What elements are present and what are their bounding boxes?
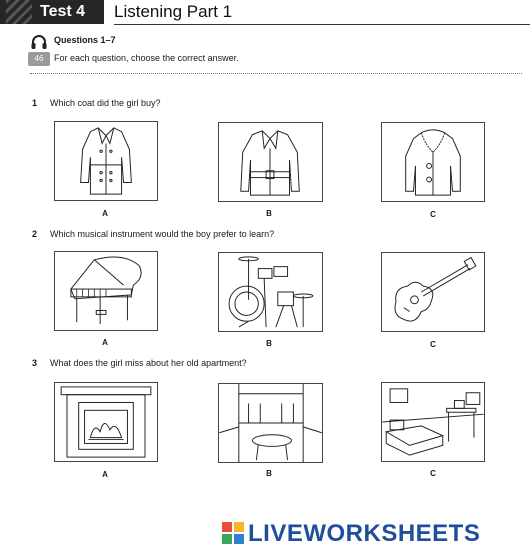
option-label: A [102, 209, 108, 218]
question-3 [32, 358, 247, 368]
option-3c-image[interactable] [381, 382, 485, 462]
questions-range: Questions 1–7 [54, 35, 116, 45]
option-1c-image[interactable] [381, 122, 485, 202]
option-2b-image[interactable] [218, 252, 323, 332]
header-underline [114, 24, 530, 25]
question-number: 3 [32, 358, 38, 368]
acoustic-guitar-icon [382, 253, 484, 331]
balcony-icon [219, 384, 322, 462]
question-text: What does the girl miss about her old apartment? [50, 358, 247, 368]
trench-coat-icon [55, 122, 157, 200]
liveworksheets-brand: LIVEWORKSHEETS [248, 520, 481, 547]
test-label: Test 4 [0, 0, 104, 24]
dotted-divider [30, 73, 522, 74]
option-label: B [266, 469, 272, 478]
part-title: Listening Part 1 [114, 2, 233, 21]
option-label: C [430, 469, 436, 478]
question-number: 2 [32, 229, 38, 239]
option-label: A [102, 470, 108, 479]
track-number-badge: 46 [28, 52, 50, 66]
option-2a-image[interactable] [54, 251, 158, 331]
instruction-text: For each question, choose the correct answer. [54, 53, 239, 63]
page-header [0, 0, 530, 30]
option-1b-image[interactable] [218, 122, 323, 202]
option-label: A [102, 338, 108, 347]
headphones-icon [30, 34, 48, 50]
option-2c-image[interactable] [381, 252, 485, 332]
option-label: C [430, 210, 436, 219]
belted-jacket-icon [219, 123, 322, 201]
fur-collar-jacket-icon [382, 123, 484, 201]
option-label: C [430, 340, 436, 349]
bedroom-icon [382, 383, 484, 461]
option-label: B [266, 209, 272, 218]
liveworksheets-icon [222, 522, 244, 544]
option-label: B [266, 339, 272, 348]
option-3a-image[interactable] [54, 382, 158, 462]
option-3b-image[interactable] [218, 383, 323, 463]
question-1 [32, 98, 161, 108]
question-text: Which musical instrument would the boy prefer to learn? [50, 229, 275, 239]
grand-piano-icon [55, 252, 157, 330]
question-2 [32, 229, 274, 239]
question-number: 1 [32, 98, 38, 108]
question-text: Which coat did the girl buy? [50, 98, 161, 108]
drum-kit-icon [219, 253, 322, 331]
option-1a-image[interactable] [54, 121, 158, 201]
fireplace-icon [55, 383, 157, 461]
